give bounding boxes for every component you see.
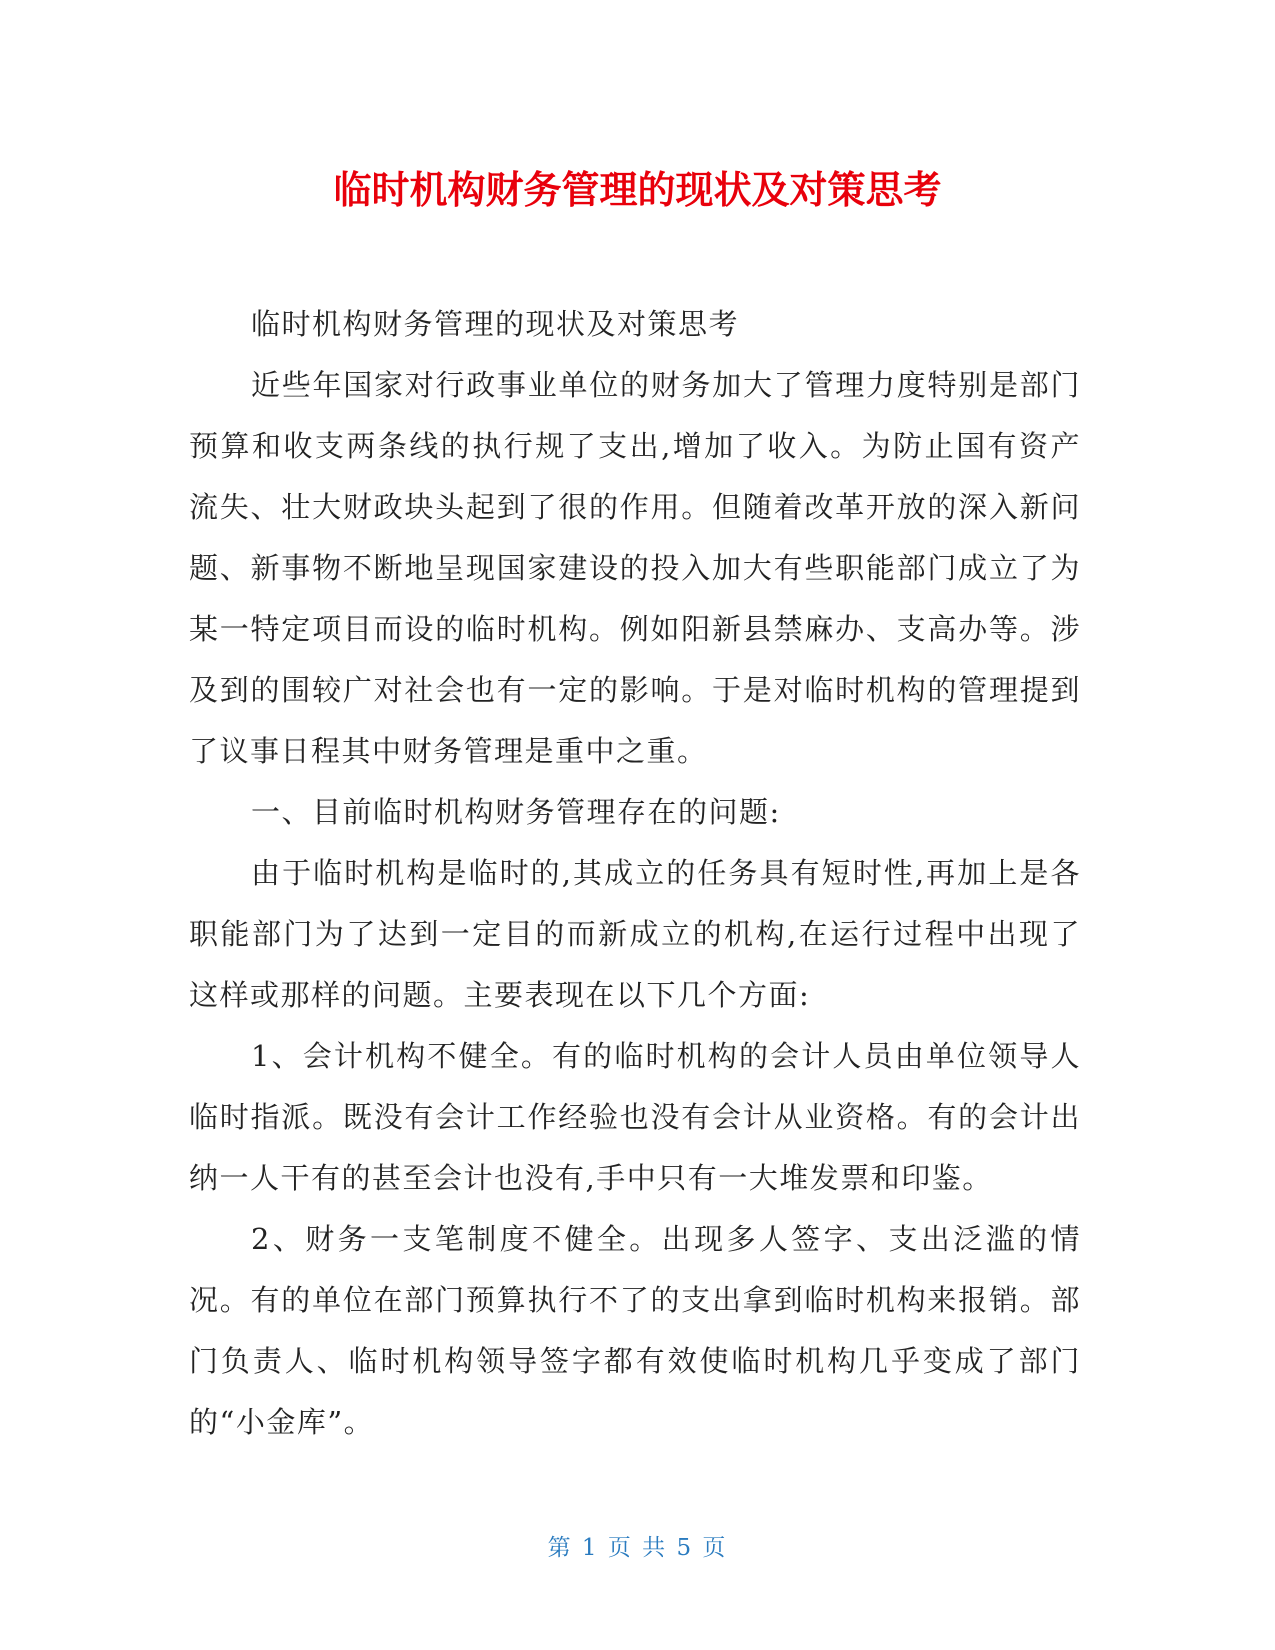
paragraph-intro: 近些年国家对行政事业单位的财务加大了管理力度特别是部门预算和收支两条线的执行规了支出,增加了收入。为防止国有资产流失、壮大财政块头起到了很的作用。但随着改革开放的深入新问题、新事物不断地呈现国家建设的投入加大有些职能部门成立了为某一特定项目而设的临时机构。例如阳新县禁麻办、支高办等。涉及到的围较广对社会也有一定的影响。于是对临时机构的管理提到了议事日程其中财务管理是重中之重。 [189, 368, 1081, 768]
footer-middle: 页 共 [607, 1535, 668, 1561]
footer-total-pages: 5 [676, 1535, 694, 1561]
page-footer [0, 1533, 1275, 1563]
paragraph-subtitle: 临时机构财务管理的现状及对策思考 [251, 307, 740, 341]
document-title: 临时机构财务管理的现状及对策思考 [333, 168, 942, 212]
paragraph-point-1: 1、会计机构不健全。有的临时机构的会计人员由单位领导人临时指派。既没有会计工作经验也没有会计从业资格。有的会计出纳一人干有的甚至会计也没有,手中只有一大堆发票和印鉴。 [189, 1039, 1081, 1195]
paragraph-section-intro: 由于临时机构是临时的,其成立的任务具有短时性,再加上是各职能部门为了达到一定目的而新成立的机构,在运行过程中出现了这样或那样的问题。主要表现在以下几个方面: [189, 856, 1081, 1012]
footer-current-page: 1 [581, 1535, 599, 1561]
paragraph-section-heading: 一、目前临时机构财务管理存在的问题: [251, 795, 781, 829]
document-body [189, 294, 1081, 1453]
paragraph-point-2: 2、财务一支笔制度不健全。出现多人签字、支出泛滥的情况。有的单位在部门预算执行不了的支出拿到临时机构来报销。部门负责人、临时机构领导签字都有效使临时机构几乎变成了部门的“小金库”。 [189, 1222, 1081, 1439]
footer-suffix: 页 [702, 1535, 728, 1561]
footer-prefix: 第 [547, 1535, 573, 1561]
